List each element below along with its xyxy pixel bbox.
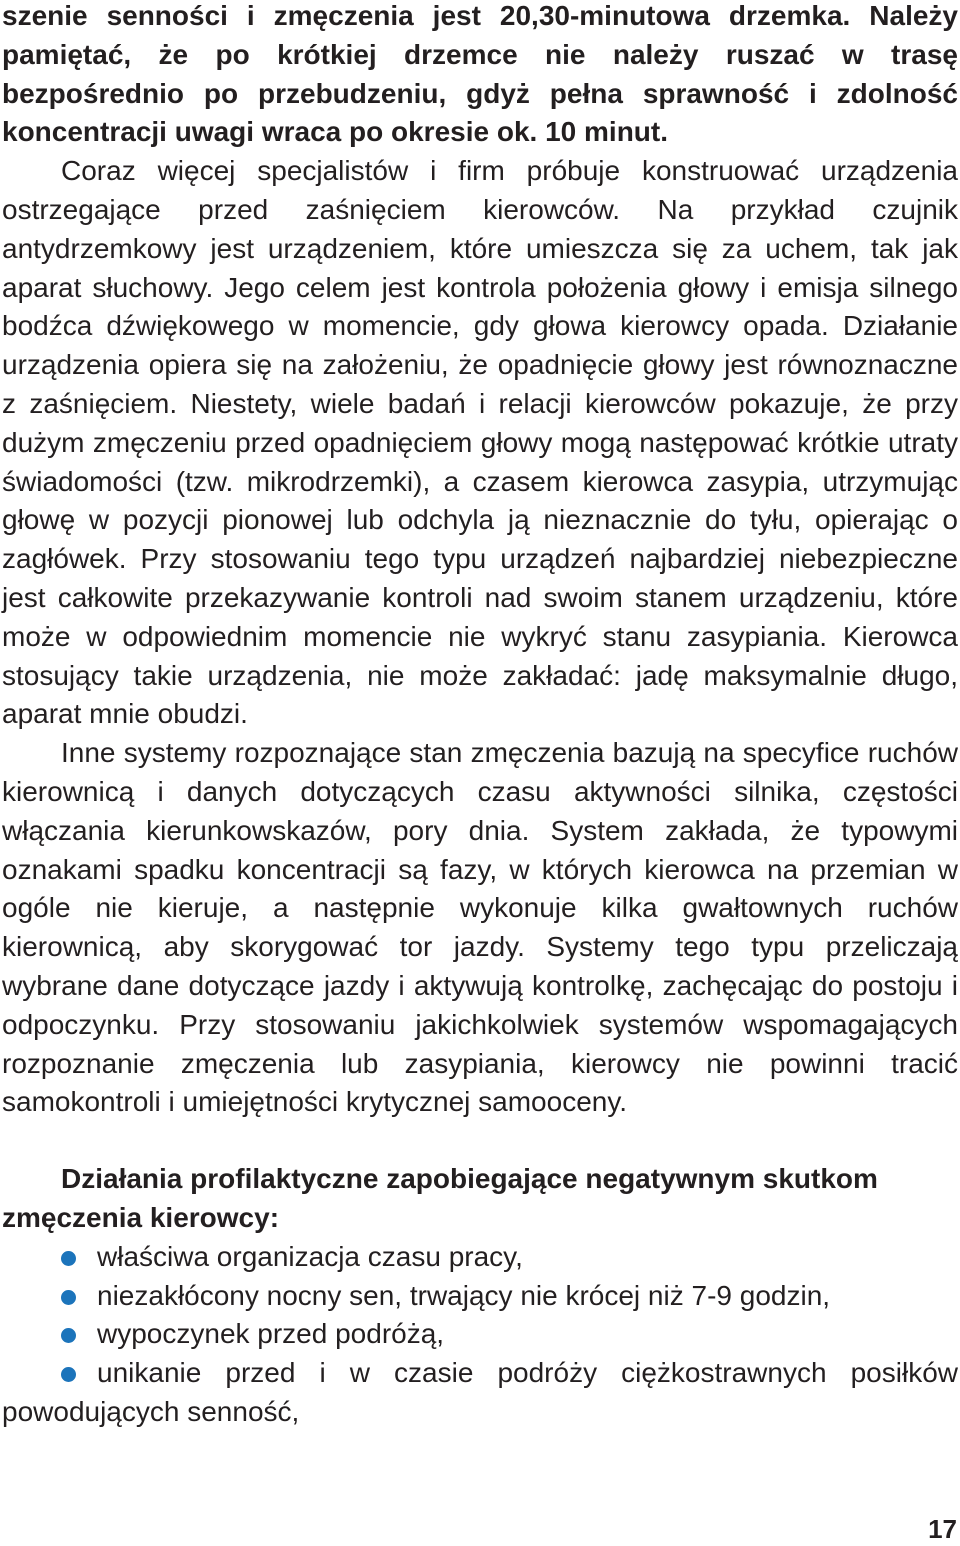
bullet-dot-icon xyxy=(61,1328,76,1343)
page-number: 17 xyxy=(928,1514,957,1544)
paragraph-urzadzenia-ostrzegajace: Coraz więcej specjalistów i firm próbuje konstruować urządzenia ostrzegające przed zaśnięciem kierowców. Na przykład czujnik antydrzemkowy jest urządzeniem, które umieszcza się za uchem, tak jak aparat słuchowy. Jego celem jest kontrola położenia głowy i emisja silnego bodźca dźwiękowego w momencie, gdy głowa kierowcy opada. Działanie urządzenia opiera się na założeniu, że opadnięcie głowy jest równoznaczne z zaśnięciem. Niestety, wiele badań i relacji kierowców pokazuje, że przy dużym zmęczeniu przed opadnięciem głowy mogą następować krótkie utraty świadomości (tzw. mikrodrzemki), a czasem kierowca zasypia, utrzymując głowę w pozycji pionowej lub odchyla ją nieznacznie do tyłu, opierając o zagłówek. Przy stosowaniu tego typu urządzeń najbardziej niebezpieczne jest całkowite przekazywanie kontroli nad swoim stanem urządzeniu, które może w odpowiednim momencie nie wykryć stanu zasypiania. Kierowca stosujący takie urządzenia, nie może zakładać: jadę maksymalnie długo, aparat mnie obudzi. xyxy=(2,155,958,730)
list-item-text: właściwa organizacja czasu pracy, xyxy=(97,1240,523,1272)
bullet-dot-icon xyxy=(61,1251,76,1266)
paragraph-inne-systemy: Inne systemy rozpoznające stan zmęczenia bazują na specyfice ruchów kierownicą i danych dotyczących czasu aktywności silnika, częstości włączania kierunkowskazów, pory dnia. System zakłada, że typowymi oznakami spadku koncentracji są fazy, w których kierowca na przemian w ogóle nie kieruje, a następnie wykonuje kilka gwałtownych ruchów kierownicą, aby skorygować tor jazdy. Systemy tego typu przeliczają wybrane dane dotyczące jazdy i aktywują kontrolkę, zachęcając do postoju i odpoczynku. Przy stosowaniu jakichkolwiek systemów wspomagających rozpoznanie zmęczenia lub zasypiania, kierowcy nie powinni tracić samokontroli i umiejętności krytycznej samooceny. xyxy=(2,737,958,1118)
paragraph-drzemka: szenie senności i zmęczenia jest 20,30-minutowa drzemka. Należy pamiętać, że po krótkiej drzemce nie należy ruszać w trasę bezpośrednio po przebudzeniu, gdyż pełna sprawność i zdolność koncentracji uwagi wraca po okresie ok. 10 minut. xyxy=(2,0,958,148)
list-item xyxy=(2,1238,958,1277)
section-heading: Działania profilaktyczne zapobiegające negatywnym skutkom zmęczenia kierowcy: xyxy=(2,1163,878,1233)
list-item xyxy=(2,1315,958,1354)
bullet-dot-icon xyxy=(61,1290,76,1305)
list-item-text: niezakłócony nocny sen, trwający nie krócej niż 7-9 godzin, xyxy=(97,1279,831,1311)
list-item-text: wypoczynek przed podróżą, xyxy=(97,1318,445,1350)
prevention-list xyxy=(2,1238,958,1432)
list-item-text: unikanie przed i w czasie podróży ciężkostrawnych posiłków powodujących senność, xyxy=(2,1357,958,1427)
list-item xyxy=(2,1354,958,1432)
page-content xyxy=(2,0,958,1432)
bullet-dot-icon xyxy=(61,1367,76,1382)
list-item xyxy=(2,1277,958,1316)
